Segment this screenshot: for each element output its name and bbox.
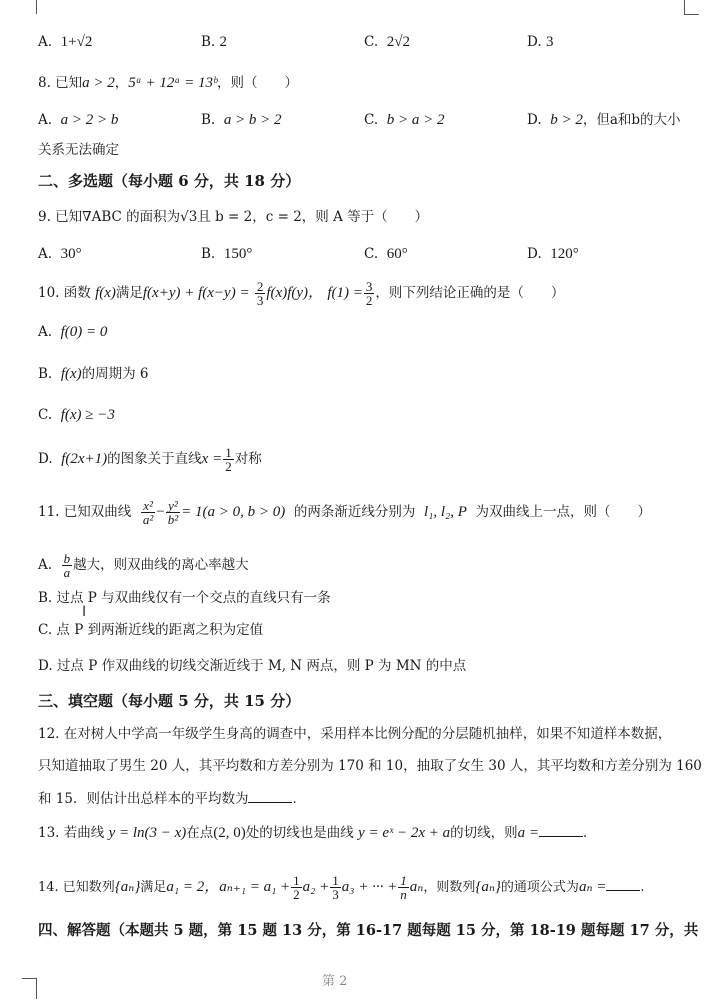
text-cursor-icon: I — [82, 604, 87, 620]
q11-fraction-b-a: $\frac{b}{a}$ — [63, 551, 71, 580]
q7-option-d: D. 3 — [527, 34, 554, 50]
q14-fraction-1-2: $\frac{1}{2}$ — [293, 873, 300, 902]
q12-line-3: 和 15．则估计出总样本的平均数为 ． — [38, 788, 306, 809]
q9-option-d: D. 120° — [527, 246, 579, 262]
q13-answer-blank — [539, 822, 583, 837]
page-number-footer: 第 2 — [322, 974, 348, 989]
q11-option-b: B. 过点 P 与双曲线仅有一个交点的直线只有一条 — [38, 590, 331, 606]
q7-option-c: C. 2√2 — [364, 34, 410, 50]
q8-option-d: D. b > 2，但a和b的大小 — [527, 112, 681, 128]
q9-option-c: C. 60° — [364, 246, 408, 262]
q7-option-a: A. 1+√2 — [38, 34, 93, 50]
section-3-heading: 三、填空题（每小题 5 分，共 15 分） — [38, 692, 301, 710]
q10-option-b: B. f(x)的周期为 6 — [38, 366, 149, 382]
crop-mark-top-right — [684, 0, 699, 15]
q11-stem: 11. 已知双曲线 $\frac{\text{x²}}{\text{a²}}$ − $\frac{\text{y²}}{\text{b²}}$ = 1(a > 0, b > 0) 的两条渐近线分别为 l₁, l₂, P 为双曲线上一点，则（ ） — [38, 498, 651, 527]
q10-stem: 10. 函数 f(x)满足f(x+y) + f(x−y) = $\frac{2}{3}$ f(x)f(y)， f(1) = $\frac{3}{2}$ ，则下列结论正确的是（ ） — [38, 279, 565, 308]
q10-fraction-3-2: $\frac{3}{2}$ — [365, 279, 373, 308]
q11-option-d: D. 过点 P 作双曲线的切线交渐近线于 M, N 两点，则 P 为 MN 的中点 — [38, 658, 467, 674]
q13-stem: 13. 若曲线 y = ln(3 − x)在点(2, 0)处的切线也是曲线 y = eˣ − 2x + a的切线，则a = ． — [38, 822, 597, 843]
crop-mark-bottom-left — [22, 978, 37, 999]
section-4-heading: 四、解答题（本题共 5 题，第 15 题 13 分，第 16-17 题每题 15 分，第 18-19 题每题 17 分，共 — [38, 922, 699, 939]
q10-fraction-1-2: $\frac{1}{2}$ — [225, 445, 232, 474]
q12-line-1: 12. 在对树人中学高一年级学生身高的调查中，采用样本比例分配的分层随机抽样，如果不知道样本数据， — [38, 726, 672, 742]
q10-option-c: C. f(x) ≥ −3 — [38, 407, 115, 423]
q9-option-a: A. 30° — [38, 246, 82, 262]
q8-option-d-continued: 关系无法确定 — [38, 142, 119, 158]
q10-option-d: D. f(2x+1)的图象关于直线x = $\frac{1}{2}$ 对称 — [38, 445, 262, 474]
q11-fraction-y: $\frac{\text{y²}}{\text{b²}}$ — [167, 498, 179, 527]
q7-option-b: B. 2 — [201, 34, 228, 50]
q11-option-c: C. 点 P 到两渐近线的距离之积为定值 — [38, 622, 264, 638]
q10-fraction-2-3: $\frac{2}{3}$ — [256, 279, 264, 308]
crop-mark-top-left — [22, 0, 37, 14]
q12-answer-blank — [248, 788, 292, 803]
q9-stem: 9. 已知∇ABC 的面积为√3且 b = 2，c = 2，则 A 等于（ ） — [38, 209, 429, 225]
q11-fraction-x: $\frac{\text{x²}}{\text{a²}}$ — [142, 498, 154, 527]
q11-option-a: A. $\frac{b}{a}$ 越大，则双曲线的离心率越大 — [38, 551, 249, 580]
q10-option-a: A. f(0) = 0 — [38, 324, 108, 340]
section-2-heading: 二、多选题（每小题 6 分，共 18 分） — [38, 172, 301, 190]
q12-line-2: 只知道抽取了男生 20 人，其平均数和方差分别为 170 和 10，抽取了女生 30 人，其平均数和方差分别为 160 — [38, 758, 702, 774]
q9-option-b: B. 150° — [201, 246, 253, 262]
q8-option-b: B. a > b > 2 — [201, 112, 282, 128]
q14-answer-blank — [606, 876, 640, 891]
q14-fraction-1-3: $\frac{1}{3}$ — [332, 873, 339, 902]
q14-stem: 14. 已知数列{aₙ}满足a₁ = 2，aₙ₊₁ = a₁ + $\frac{1}{2}$ a₂ + $\frac{1}{3}$ a₃ + ··· + $\frac{1}{n}$ aₙ，则数列{aₙ}的通项公式为aₙ = . — [38, 873, 645, 902]
q14-fraction-1-n: $\frac{1}{n}$ — [400, 873, 407, 902]
q8-option-c: C. b > a > 2 — [364, 112, 445, 128]
q8-option-a: A. a > 2 > b — [38, 112, 119, 128]
q8-stem: 8. 已知a > 2，5ᵃ + 12ᵃ = 13ᵇ，则（ ） — [38, 75, 299, 91]
